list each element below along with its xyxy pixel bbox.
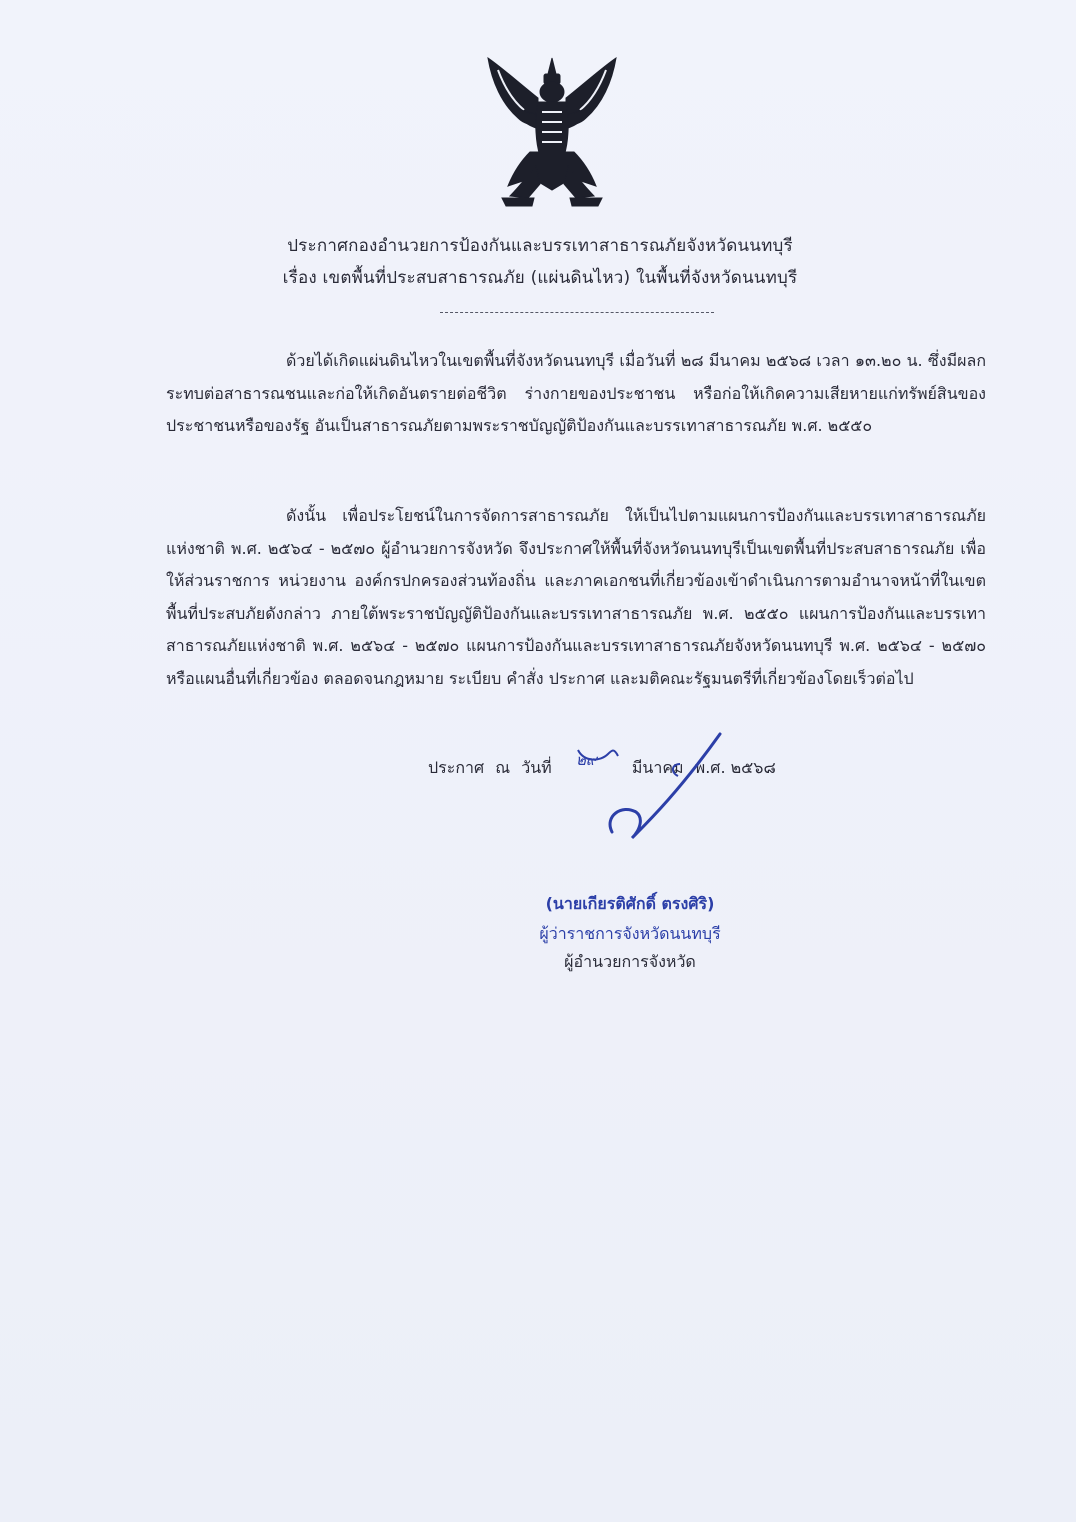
date-month: มีนาคม	[631, 758, 684, 777]
paragraph-2-text: ดังนั้น เพื่อประโยชน์ในการจัดการสาธารณภัย ให้เป็นไปตามแผนการป้องกันและบรรเทาสาธารณภัยแห่งชาติ พ.ศ. ๒๕๖๔ - ๒๕๗๐ ผู้อำนวยการจังหวัด จึงประกาศให้พื้นที่จังหวัดนนทบุรีเป็นเขตพื้นที่ประสบสาธารณภัย เพื่อให้ส่วนราชการ หน่วยงาน องค์กรปกครองส่วนท้องถิ่น และภาคเอกชนที่เกี่ยวข้องเข้าดำเนินการตามอำนาจหน้าที่ในเขตพื้นที่ประสบภัยดังกล่าว ภายใต้พระราชบัญญัติป้องกันและบรรเทาสาธารณภัย พ.ศ. ๒๕๕๐ แผนการป้องกันและบรรเทาสาธารณภัยแห่งชาติ พ.ศ. ๒๕๖๔ - ๒๕๗๐ แผนการป้องกันและบรรเทาสาธารณภัยจังหวัดนนทบุรี พ.ศ. ๒๕๖๔ - ๒๕๗๐ หรือแผนอื่นที่เกี่ยวข้อง ตลอดจนกฎหมาย ระเบียบ คำสั่ง ประกาศ และมติคณะรัฐมนตรีที่เกี่ยวข้องโดยเร็วต่อไป	[166, 506, 986, 688]
handwritten-signature	[560, 720, 760, 860]
paragraph-1	[166, 345, 986, 443]
signer-position-director: ผู้อำนวยการจังหวัด	[564, 952, 696, 971]
garuda-emblem-icon	[478, 52, 626, 210]
title-divider	[440, 312, 714, 313]
date-prefix: ประกาศ	[428, 758, 485, 777]
paragraph-1-text: ด้วยได้เกิดแผ่นดินไหวในเขตพื้นที่จังหวัดนนทบุรี เมื่อวันที่ ๒๘ มีนาคม ๒๕๖๘ เวลา ๑๓.๒๐ น. ซึ่งมีผลกระทบต่อสาธารณชนและก่อให้เกิดอันตรายต่อชีวิต ร่างกายของประชาชน หรือก่อให้เกิดความเสียหายแก่ทรัพย์สินของประชาชนหรือของรัฐ อันเป็นสาธารณภัยตามพระราชบัญญัติป้องกันและบรรเทาสาธารณภัย พ.ศ. ๒๕๕๐	[166, 351, 986, 435]
handwritten-day: ๒๙	[576, 751, 597, 769]
paragraph-2	[166, 500, 986, 695]
date-year: พ.ศ. ๒๕๖๘	[694, 758, 776, 777]
date-at: ณ	[495, 758, 511, 777]
signer-name: (นายเกียรติศักดิ์ ตรงศิริ)	[545, 894, 715, 913]
announcement-title: ประกาศกองอำนวยการป้องกันและบรรเทาสาธารณภัยจังหวัดนนทบุรี	[287, 236, 793, 256]
signer-position-governor: ผู้ว่าราชการจังหวัดนนทบุรี	[539, 924, 721, 943]
date-day-label: วันที่	[521, 758, 552, 777]
announcement-subject: เรื่อง เขตพื้นที่ประสบสาธารณภัย (แผ่นดินไหว) ในพื้นที่จังหวัดนนทบุรี	[282, 268, 798, 288]
